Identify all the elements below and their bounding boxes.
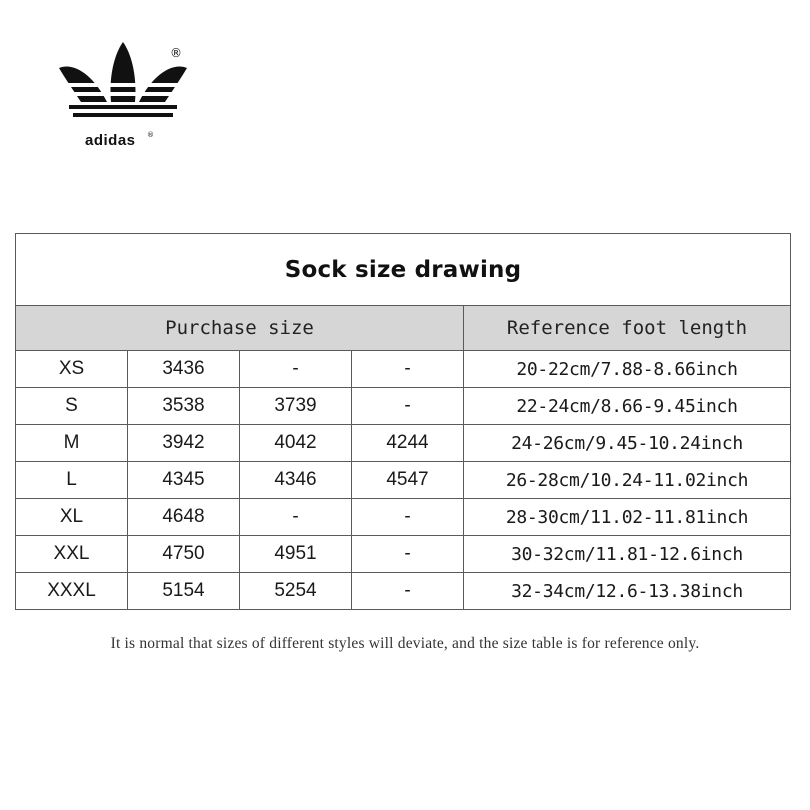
size-label: S	[16, 388, 128, 425]
table-title-row	[16, 234, 791, 306]
foot-length: 32-34cm/12.6-13.38inch	[464, 573, 791, 610]
foot-length: 22-24cm/8.66-9.45inch	[464, 388, 791, 425]
brand-wordmark: adidas	[85, 132, 136, 149]
size-table	[15, 233, 791, 610]
purchase-size-3: -	[352, 499, 464, 536]
table-row	[16, 351, 791, 388]
purchase-size-3: 4547	[352, 462, 464, 499]
purchase-size-1: 5154	[128, 573, 240, 610]
table-title: Sock size drawing	[16, 234, 791, 306]
foot-length: 20-22cm/7.88-8.66inch	[464, 351, 791, 388]
brand-logo	[55, 40, 190, 150]
table-row	[16, 388, 791, 425]
foot-length: 24-26cm/9.45-10.24inch	[464, 425, 791, 462]
purchase-size-2: 5254	[240, 573, 352, 610]
purchase-size-1: 4345	[128, 462, 240, 499]
purchase-size-2: 4042	[240, 425, 352, 462]
purchase-size-3: -	[352, 351, 464, 388]
table-row	[16, 536, 791, 573]
purchase-size-3: -	[352, 573, 464, 610]
purchase-size-2: -	[240, 499, 352, 536]
foot-length: 30-32cm/11.81-12.6inch	[464, 536, 791, 573]
purchase-size-1: 4648	[128, 499, 240, 536]
size-label: XS	[16, 351, 128, 388]
purchase-size-3: -	[352, 536, 464, 573]
purchase-size-1: 3436	[128, 351, 240, 388]
purchase-size-2: 4346	[240, 462, 352, 499]
table-row	[16, 425, 791, 462]
foot-length: 28-30cm/11.02-11.81inch	[464, 499, 791, 536]
size-label: M	[16, 425, 128, 462]
table-row	[16, 499, 791, 536]
header-reference-length: Reference foot length	[464, 306, 791, 351]
foot-length: 26-28cm/10.24-11.02inch	[464, 462, 791, 499]
table-header-row	[16, 306, 791, 351]
size-label: XL	[16, 499, 128, 536]
purchase-size-2: -	[240, 351, 352, 388]
purchase-size-1: 3942	[128, 425, 240, 462]
header-purchase-size: Purchase size	[16, 306, 464, 351]
purchase-size-2: 4951	[240, 536, 352, 573]
purchase-size-3: 4244	[352, 425, 464, 462]
table-row	[16, 462, 791, 499]
size-label: L	[16, 462, 128, 499]
purchase-size-3: -	[352, 388, 464, 425]
size-label: XXXL	[16, 573, 128, 610]
purchase-size-1: 4750	[128, 536, 240, 573]
purchase-size-1: 3538	[128, 388, 240, 425]
purchase-size-2: 3739	[240, 388, 352, 425]
registered-mark: ®	[170, 46, 182, 60]
registered-mark-small: ®	[147, 131, 154, 139]
disclaimer-note: It is normal that sizes of different styles will deviate, and the size table is for reference only.	[110, 635, 700, 652]
size-label: XXL	[16, 536, 128, 573]
table-row	[16, 573, 791, 610]
